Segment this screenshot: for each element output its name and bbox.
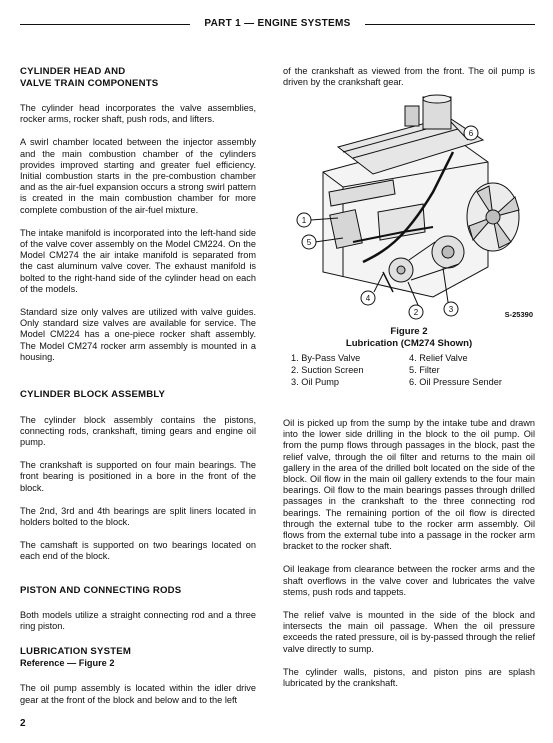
legend-item: 4. Relief Valve bbox=[409, 353, 468, 364]
left-column-top bbox=[20, 66, 256, 375]
section-heading-lubrication: LUBRICATION SYSTEM bbox=[20, 646, 132, 658]
figure-number: Figure 2 bbox=[390, 326, 428, 338]
page-number: 2 bbox=[20, 718, 26, 729]
heading-line-2: VALVE TRAIN COMPONENTS bbox=[20, 77, 159, 89]
paragraph: of the crankshaft as viewed from the front. The oil pump is driven by the crankshaft gear. bbox=[283, 66, 535, 88]
callout-2: 2 bbox=[413, 308, 419, 318]
figure-caption bbox=[283, 326, 535, 350]
paragraph: The crankshaft is supported on four main bearings. The front bearing is positioned in a bore in the front of the block. bbox=[20, 460, 256, 493]
header-rule-left bbox=[20, 24, 190, 25]
figure-title: Lubrication (CM274 Shown) bbox=[345, 338, 473, 350]
paragraph: Oil is picked up from the sump by the intake tube and drawn into the lower side drilling in the block to the oil pump. Oil from the pump flows through passages in the block, past the relief valve, through the oil filter and returns to the main oil gallery in the area of the drilled bolt located on the side of the block. Oil flow in the main oil gallery extends to the four main bearings. Oil flow to the main bearings passes through drilled passages in the crankshaft to the three connecting rod bearings. The remaining portion of the oil flow is directed through the external tube to the rocker arm assembly. Oil flows from the external tube into a passage in the rocker arm bracket to the rocker shaft. bbox=[283, 418, 535, 552]
callout-1: 1 bbox=[301, 216, 307, 226]
paragraph: The cylinder block assembly contains the pistons, connecting rods, crankshaft, timing gears and engine oil pump. bbox=[20, 414, 256, 447]
paragraph: Standard size only valves are utilized with valve guides. Only standard size valves are available for service. The Model CM224 has a one-piece rocker shaft assembly. The Model CM274 rocker arm assembly is mounted in a housing. bbox=[20, 307, 256, 362]
right-column-top bbox=[283, 66, 535, 388]
callout-4: 4 bbox=[365, 294, 371, 304]
paragraph: The camshaft is supported on two bearings located on each end of the block. bbox=[20, 540, 256, 562]
callout-6: 6 bbox=[468, 129, 474, 139]
figure-legend bbox=[291, 352, 535, 388]
legend-item: 6. Oil Pressure Sender bbox=[409, 377, 502, 388]
header-rule-right bbox=[365, 24, 535, 25]
left-column-bottom bbox=[20, 389, 256, 718]
callout-5: 5 bbox=[306, 238, 312, 248]
figure-id: S-25390 bbox=[504, 310, 533, 320]
paragraph: The oil pump assembly is located within the idler drive gear at the front of the block and below and to the left bbox=[20, 683, 256, 705]
paragraph: The 2nd, 3rd and 4th bearings are split liners located in holders bolted to the block. bbox=[20, 505, 256, 527]
right-column-bottom bbox=[283, 418, 535, 701]
paragraph: The cylinder head incorporates the valve assemblies, rocker arms, rocker shaft, push rods, and lifters. bbox=[20, 103, 256, 125]
callout-3: 3 bbox=[448, 305, 454, 315]
legend-item: 3. Oil Pump bbox=[291, 377, 339, 388]
paragraph: Oil leakage from clearance between the rocker arms and the shaft overflows in the valve cover and lubricates the valve stems, push rods and tappets. bbox=[283, 564, 535, 597]
legend-item: 1. By-Pass Valve bbox=[291, 353, 361, 364]
page-header bbox=[20, 16, 535, 32]
section-heading-piston: PISTON AND CONNECTING RODS bbox=[20, 584, 182, 596]
paragraph: The intake manifold is incorporated into the left-hand side of the valve cover assembly on the Model CM224. On the Model CM274 the air intake manifold is separated from the cast aluminum valve cover. The exhaust manifold is bolted to the right-hand side of the cylinder head on each of the models. bbox=[20, 227, 256, 294]
engine-figure bbox=[283, 92, 535, 324]
section-heading-cylinder-block: CYLINDER BLOCK ASSEMBLY bbox=[20, 389, 166, 400]
engine-illustration bbox=[283, 92, 535, 324]
legend-item: 2. Suction Screen bbox=[291, 365, 364, 376]
section-reference: Reference — Figure 2 bbox=[20, 657, 115, 668]
paragraph: Both models utilize a straight connecting rod and a three ring piston. bbox=[20, 610, 256, 632]
section-heading-cylinder-head bbox=[20, 66, 256, 89]
legend-item: 5. Filter bbox=[409, 365, 440, 376]
paragraph: The relief valve is mounted in the side of the block and intersects the main oil passage. When the oil pressure exceeds the rated pressure, oil is by-passed through the relief valve directly to sump. bbox=[283, 610, 535, 654]
paragraph: The cylinder walls, pistons, and piston pins are splash lubricated by the crankshaft. bbox=[283, 666, 535, 689]
header-title: PART 1 — ENGINE SYSTEMS bbox=[204, 18, 351, 29]
heading-line-1: CYLINDER HEAD AND bbox=[20, 66, 126, 77]
paragraph: A swirl chamber located between the injector assembly and the main combustion chamber of the cylinders provides improved starting and greater fuel efficiency. Initial combustion starts in the pre-combustion chamber and as the air-fuel expansion occurs a strong swirl pattern is created in the main combustion chamber for more complete combustion of the air-fuel mixture. bbox=[20, 137, 256, 215]
